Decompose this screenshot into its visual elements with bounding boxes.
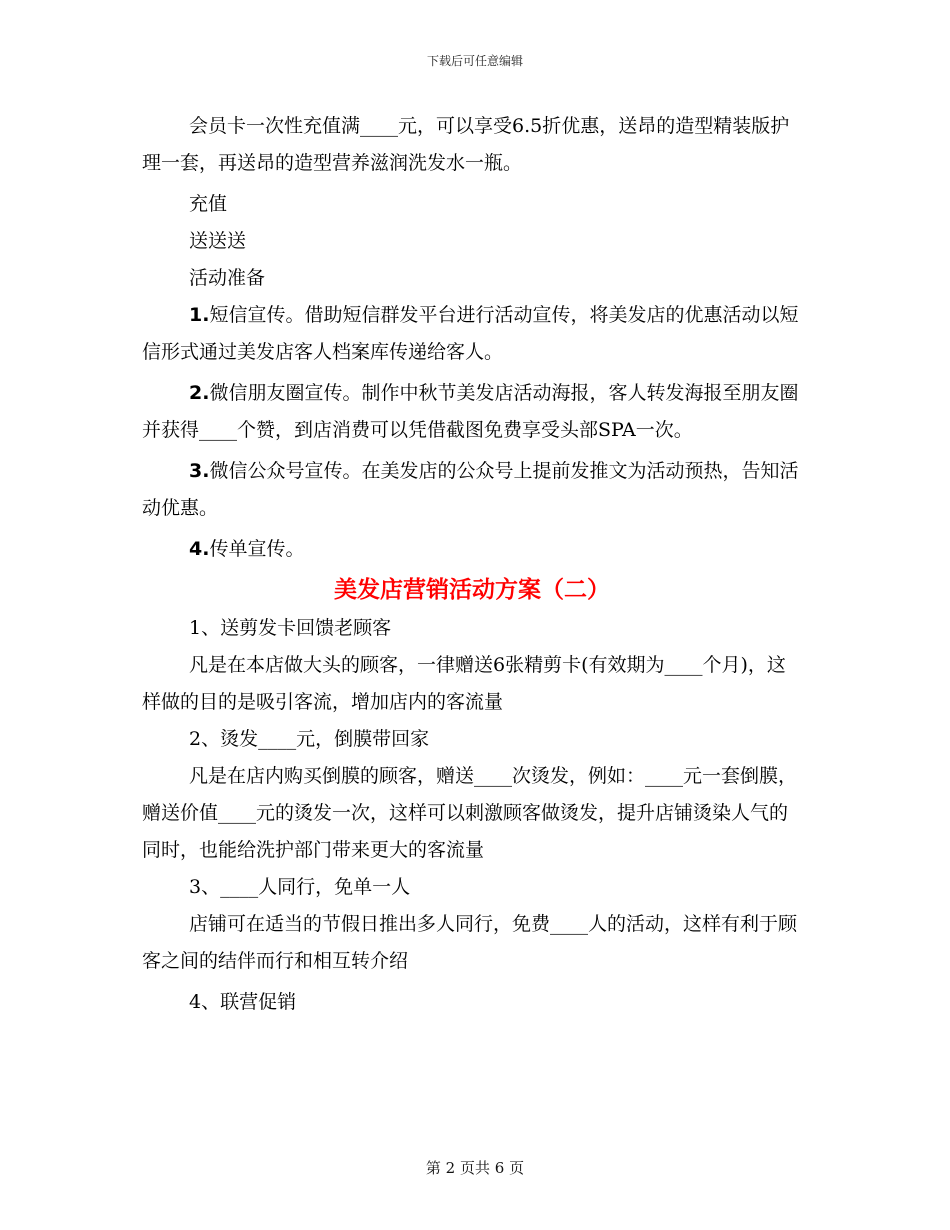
section2-body: 凡是在店内购买倒膜的顾客，赠送____次烫发，例如：____元一套倒膜，赠送价值____元的烫发一次，这样可以刺激顾客做烫发，提升店铺烫染人气的同时，也能给洗护部门带来更大的客流量 <box>142 765 798 861</box>
section1-title: 1、送剪发卡回馈老顾客 <box>189 617 392 639</box>
prep-item-3 <box>142 453 802 527</box>
prep-item-4 <box>142 531 802 568</box>
section1-body: 凡是在本店做大头的顾客，一律赠送6张精剪卡(有效期为____个月)，这样做的目的是吸引客流，增加店内的客流量 <box>142 654 786 713</box>
line-chongzhi: 充值 <box>189 193 228 215</box>
item-text: 微信公众号宣传。在美发店的公众号上提前发推文为活动预热，告知活动优惠。 <box>142 460 799 519</box>
prep-item-2 <box>142 375 802 449</box>
page-footer: 第 2 页共 6 页 <box>425 1159 525 1177</box>
section3-body: 店铺可在适当的节假日推出多人同行，免费____人的活动，这样有利于顾客之间的结伴而行和相互转介绍 <box>142 913 798 972</box>
document-body <box>142 108 802 1021</box>
item-number: 2. <box>189 382 210 404</box>
item-text: 传单宣传。 <box>209 538 305 560</box>
prep-item-1 <box>142 297 802 371</box>
item-text: 微信朋友圈宣传。制作中秋节美发店活动海报，客人转发海报至朋友圈并获得____个赞，到店消费可以凭借截图免费享受头部SPA一次。 <box>142 382 799 441</box>
section4-title: 4、联营促销 <box>189 991 297 1013</box>
item-number: 4. <box>189 538 210 560</box>
item-text: 短信宣传。借助短信群发平台进行活动宣传，将美发店的优惠活动以短信形式通过美发店客人档案库传递给客人。 <box>142 304 799 363</box>
section2-title: 2、烫发____元，倒膜带回家 <box>189 728 430 750</box>
page-header: 下载后可任意编辑 <box>426 54 523 68</box>
intro-paragraph: 会员卡一次性充值满____元，可以享受6.5折优惠，送昂的造型精装版护理一套，再送昂的造型营养滋润洗发水一瓶。 <box>142 115 790 174</box>
section3-title: 3、____人同行，免单一人 <box>189 876 411 898</box>
item-number: 3. <box>189 460 210 482</box>
line-songsong: 送送送 <box>189 230 247 252</box>
section-heading: 美发店营销活动方案（二） <box>334 577 610 603</box>
line-activity-prep: 活动准备 <box>189 267 266 289</box>
item-number: 1. <box>189 304 210 326</box>
